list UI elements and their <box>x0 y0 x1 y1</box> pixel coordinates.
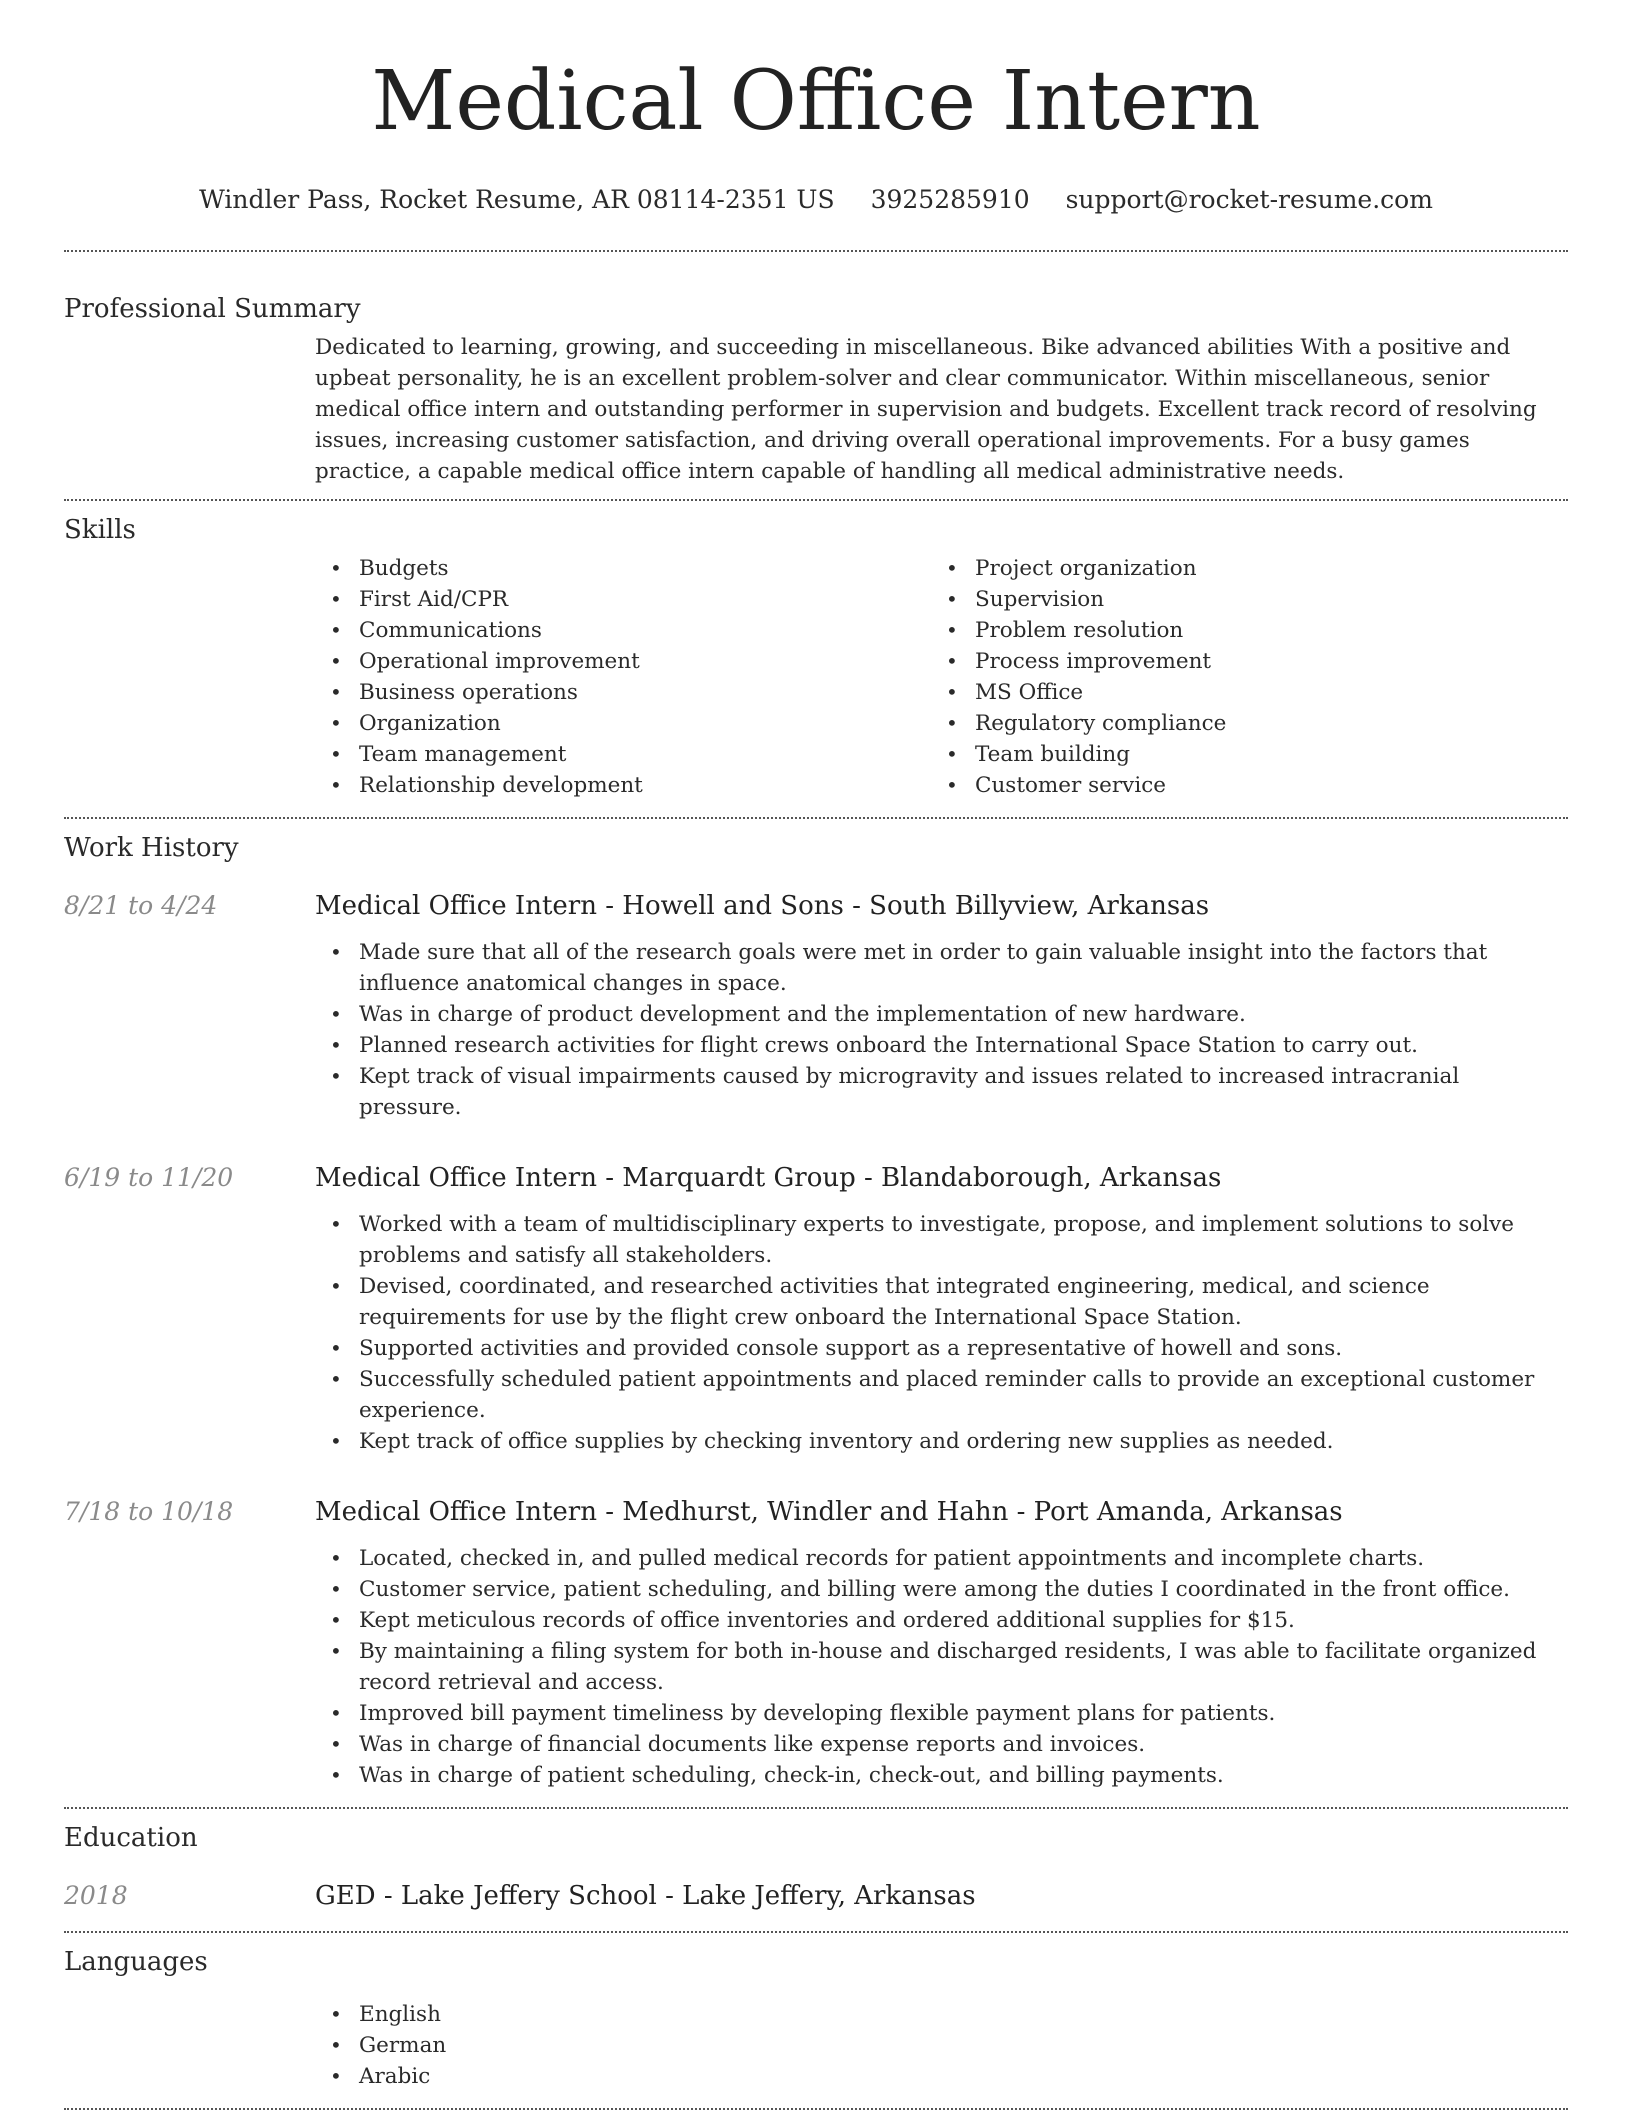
job-heading: Medical Office Intern - Medhurst, Windler and Hahn - Port Amanda, Arkansas <box>315 1497 1343 1527</box>
education-heading: GED - Lake Jeffery School - Lake Jeffery, Arkansas <box>315 1881 976 1911</box>
languages-section <box>64 1933 1568 2092</box>
list-item: • Made sure that all of the research goals were met in order to gain valuable insight into the factors that influence anatomical changes in space. <box>315 937 1568 999</box>
languages-title: Languages <box>64 1947 208 1977</box>
job-heading: Medical Office Intern - Marquardt Group - Blandaborough, Arkansas <box>315 1163 1222 1193</box>
list-item: • Project organization <box>931 553 1547 584</box>
skills-list-right <box>931 553 1547 801</box>
list-item: • Relationship development <box>315 770 931 801</box>
education-year: 2018 <box>64 1881 128 1910</box>
job-dates: 6/19 to 11/20 <box>64 1163 234 1192</box>
summary-text: Dedicated to learning, growing, and succeeding in miscellaneous. Bike advanced abilities With a positive and upbeat personality, he is an excellent problem-solver and clear communicator. Within miscellaneous, senior medical office intern and outstanding performer in supervision and budgets. Excellent track record of resolving issues, increasing customer satisfaction, and driving overall operational improvements. For a busy games practice, a capable medical office intern capable of handling all medical administrative needs. <box>315 335 1537 484</box>
list-item: • Was in charge of financial documents like expense reports and invoices. <box>315 1729 1568 1760</box>
list-item: • Planned research activities for flight crews onboard the International Space Station to carry out. <box>315 1030 1568 1061</box>
list-item: • Process improvement <box>931 646 1547 677</box>
job-entry <box>64 1161 1568 1457</box>
list-item: • Customer service, patient scheduling, and billing were among the duties I coordinated in the front office. <box>315 1574 1568 1605</box>
job-entry <box>64 889 1568 1123</box>
job-bullets <box>315 1543 1568 1791</box>
list-item: • Budgets <box>315 553 931 584</box>
resume-name: Medical Office Intern <box>371 54 1261 149</box>
list-item: • Business operations <box>315 677 931 708</box>
list-item: • Was in charge of product development and the implementation of new hardware. <box>315 999 1568 1030</box>
work-title: Work History <box>64 833 239 863</box>
summary-title: Professional Summary <box>64 294 361 324</box>
skills-list-left <box>315 553 931 801</box>
list-item: • Improved bill payment timeliness by developing flexible payment plans for patients. <box>315 1698 1568 1729</box>
list-item: • Devised, coordinated, and researched activities that integrated engineering, medical, and science requirements for use by the flight crew onboard the International Space Station. <box>315 1271 1568 1333</box>
languages-list <box>315 1999 1568 2092</box>
job-dates: 8/21 to 4/24 <box>64 891 218 920</box>
list-item: • Team building <box>931 739 1547 770</box>
list-item: • Operational improvement <box>315 646 931 677</box>
education-section <box>64 1809 1568 1913</box>
job-bullets <box>315 1209 1568 1457</box>
list-item: • Communications <box>315 615 931 646</box>
list-item: • Kept track of office supplies by checking inventory and ordering new supplies as needed. <box>315 1426 1568 1457</box>
job-dates: 7/18 to 10/18 <box>64 1497 234 1526</box>
list-item: • MS Office <box>931 677 1547 708</box>
contact-line <box>64 184 1568 216</box>
skills-section <box>64 501 1568 801</box>
list-item: • Customer service <box>931 770 1547 801</box>
list-item: • German <box>315 2030 1568 2061</box>
list-item: • Regulatory compliance <box>931 708 1547 739</box>
contact-phone: 3925285910 <box>870 185 1030 214</box>
job-entry <box>64 1495 1568 1791</box>
job-heading: Medical Office Intern - Howell and Sons - South Billyview, Arkansas <box>315 891 1210 921</box>
contact-address: Windler Pass, Rocket Resume, AR 08114-2351 US <box>199 185 835 214</box>
list-item: • Successfully scheduled patient appointments and placed reminder calls to provide an exceptional customer experience. <box>315 1364 1568 1426</box>
list-item: • Located, checked in, and pulled medical records for patient appointments and incomplete charts. <box>315 1543 1568 1574</box>
list-item: • Worked with a team of multidisciplinary experts to investigate, propose, and implement solutions to solve problems and satisfy all stakeholders. <box>315 1209 1568 1271</box>
work-section <box>64 819 1568 1791</box>
list-item: • Supported activities and provided console support as a representative of howell and sons. <box>315 1333 1568 1364</box>
list-item: • By maintaining a filing system for both in-house and discharged residents, I was able to facilitate organized record retrieval and access. <box>315 1636 1568 1698</box>
divider <box>64 2108 1568 2110</box>
list-item: • Kept track of visual impairments caused by microgravity and issues related to increased intracranial pressure. <box>315 1061 1568 1123</box>
list-item: • Team management <box>315 739 931 770</box>
contact-email: support@rocket-resume.com <box>1065 185 1433 214</box>
job-bullets <box>315 937 1568 1123</box>
list-item: • Supervision <box>931 584 1547 615</box>
education-title: Education <box>64 1823 198 1853</box>
list-item: • Organization <box>315 708 931 739</box>
list-item: • First Aid/CPR <box>315 584 931 615</box>
list-item: • Arabic <box>315 2061 1568 2092</box>
list-item: • Kept meticulous records of office inventories and ordered additional supplies for $15. <box>315 1605 1568 1636</box>
list-item: • English <box>315 1999 1568 2030</box>
skills-title: Skills <box>64 515 136 545</box>
summary-section <box>64 252 1568 487</box>
list-item: • Problem resolution <box>931 615 1547 646</box>
list-item: • Was in charge of patient scheduling, check-in, check-out, and billing payments. <box>315 1760 1568 1791</box>
